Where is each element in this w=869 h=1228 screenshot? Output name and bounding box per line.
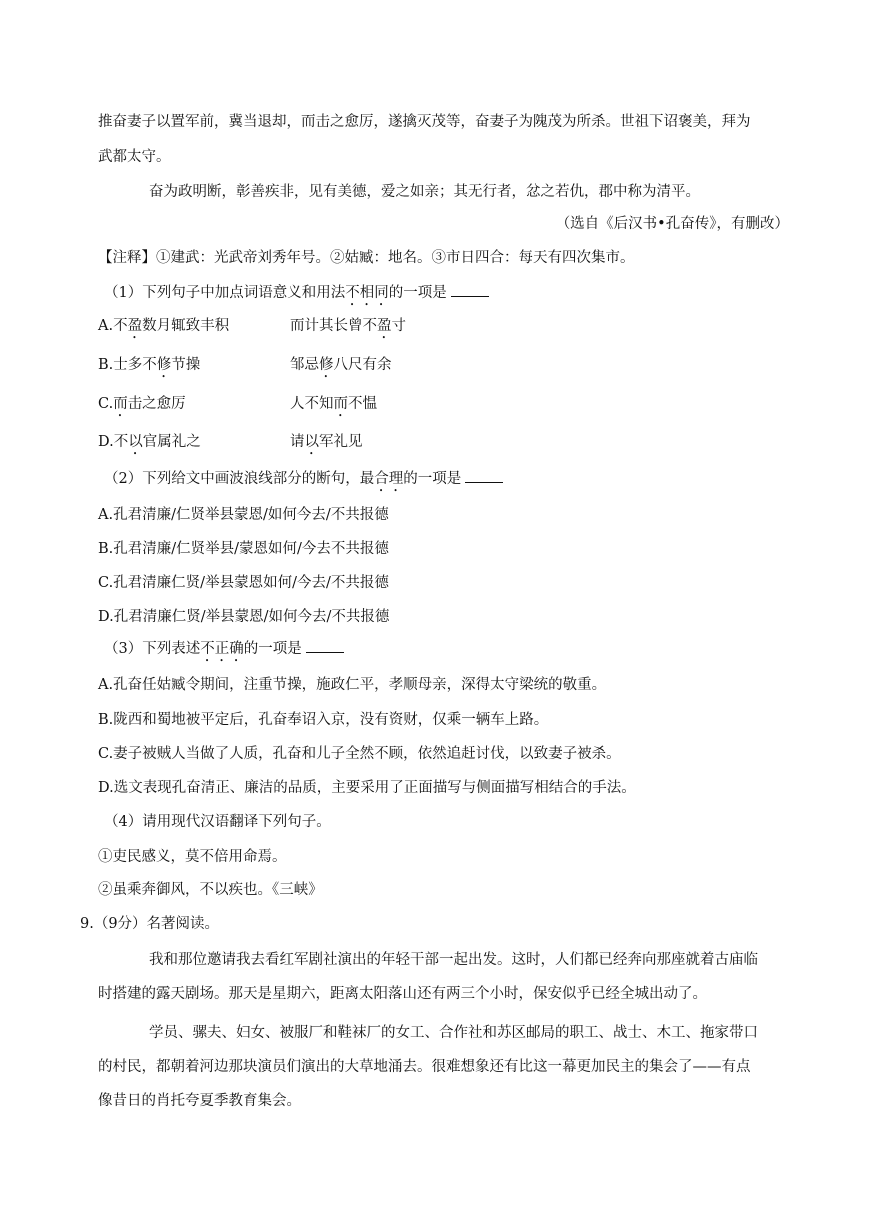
option-text: 不愠 xyxy=(348,396,377,412)
q2-option: B.孔君清廉/仁贤举县/蒙恩如何/今去不共报德 xyxy=(98,541,389,557)
annotation-notes: 【注释】①建武：光武帝刘秀年号。②姑臧：地名。③市日四合：每天有四次集市。 xyxy=(98,250,635,266)
q1-option xyxy=(98,316,598,342)
option-pair xyxy=(290,394,377,420)
q3-option: D.选文表现孔奋清正、廉洁的品质，主要采用了正面描写与侧面描写相结合的手法。 xyxy=(98,780,636,796)
passage-line: 武都太守。 xyxy=(98,149,171,165)
option-text: 击之愈厉 xyxy=(127,396,186,412)
option-text: B.士多不 xyxy=(98,357,157,373)
option-text: A.不 xyxy=(98,318,128,334)
option-text: 军礼见 xyxy=(319,434,363,450)
option-text: 人不知 xyxy=(290,396,334,412)
q2-option: D.孔君清廉仁贤/举县蒙恩/如何今去/不共报德 xyxy=(98,609,390,625)
q4-item: ②虽乘奔御风，不以疾也。《三峡》 xyxy=(98,882,323,898)
passage-source: （选自《后汉书•孔奋传》，有删改） xyxy=(555,216,789,232)
option-text: 而计其长曾不 xyxy=(290,318,377,334)
option-text: 八尺有余 xyxy=(333,357,392,373)
q9-header: 9.（9分）名著阅读。 xyxy=(80,916,220,932)
q1-option xyxy=(98,432,598,458)
q2-option: A.孔君清廉/仁贤举县蒙恩/如何今去/不共报德 xyxy=(98,507,389,523)
q3-option: B.陇西和蜀地被平定后，孔奋奉诏入京，没有资财，仅乘一辆车上路。 xyxy=(98,712,549,728)
q1-option xyxy=(98,394,598,420)
q3-stem-text: 的一项是 xyxy=(243,641,302,657)
answer-blank[interactable] xyxy=(306,638,344,653)
q4-item: ①吏民感义，莫不倍用命焉。 xyxy=(98,849,287,865)
q3-option: A.孔奋任姑臧令期间，注重节操，施政仁平，孝顺母亲，深得太守梁统的敬重。 xyxy=(98,677,607,693)
q1-option xyxy=(98,355,598,381)
q9-paragraph: 的村民，都朝着河边那块演员们演出的大草地涌去。很难想象还有比这一幕更加民主的集会了——有点 xyxy=(98,1059,751,1075)
passage-line: 奋为政明断，彰善疾非，见有美德，爱之如亲；其无行者，忿之若仇，郡中称为清平。 xyxy=(149,184,700,200)
option-emphasis: 而 xyxy=(333,396,348,412)
q9-paragraph: 时搭建的露天剧场。那天是星期六，距离太阳落山还有两三个小时，保安似乎已经全城出动了。 xyxy=(98,986,707,1002)
q2-stem-emphasis: 合理 xyxy=(374,471,404,487)
q2-stem-text: 的一项是 xyxy=(403,471,462,487)
q9-paragraph: 学员、骡夫、妇女、被服厂和鞋袜厂的女工、合作社和苏区邮局的职工、战士、木工、拖家带口 xyxy=(149,1025,758,1041)
q1-stem-text: 的一项是 xyxy=(388,285,447,301)
option-text: C. xyxy=(98,396,114,412)
option-emphasis: 修 xyxy=(156,357,172,373)
q2-stem-text: （2）下列给文中画波浪线部分的断句，最 xyxy=(104,471,375,487)
option-text: 邹忌 xyxy=(290,357,319,373)
q4-stem: （4）请用现代汉语翻译下列句子。 xyxy=(104,814,331,830)
option-emphasis: 盈 xyxy=(377,318,392,334)
option-text: 寸 xyxy=(391,318,406,334)
q1-stem-text: （1）下列句子中加点词语意义和用法 xyxy=(104,285,346,301)
q3-stem-emphasis: 不正确 xyxy=(200,641,244,657)
q1-stem xyxy=(104,282,489,309)
option-pair xyxy=(290,355,392,381)
q1-stem-emphasis: 不相同 xyxy=(345,285,389,301)
option-pair xyxy=(290,316,406,342)
q3-stem xyxy=(104,638,344,665)
q9-paragraph: 像昔日的肖托夸夏季教育集会。 xyxy=(98,1093,301,1109)
q9-paragraph: 我和那位邀请我去看红军剧社演出的年轻干部一起出发。这时，人们都已经奔向那座就着古庙临 xyxy=(149,952,758,968)
q3-option: C.妻子被贼人当做了人质，孔奋和儿子全然不顾，依然追赶讨伐，以致妻子被杀。 xyxy=(98,746,621,762)
option-text: 官属礼之 xyxy=(142,434,201,450)
answer-blank[interactable] xyxy=(451,282,489,297)
option-text: 请 xyxy=(290,434,305,450)
option-text: 数月辄致丰积 xyxy=(142,318,230,334)
option-text: D.不 xyxy=(98,434,129,450)
answer-blank[interactable] xyxy=(465,468,503,483)
passage-line: 推奋妻子以置军前，冀当退却，而击之愈厉，遂擒灭茂等，奋妻子为隗茂为所杀。世祖下诏褒美，拜为 xyxy=(98,114,751,130)
option-text: 节操 xyxy=(171,357,201,373)
q3-stem-text: （3）下列表述 xyxy=(104,641,201,657)
option-emphasis: 盈 xyxy=(127,318,143,334)
option-emphasis: 以 xyxy=(304,434,319,450)
option-emphasis: 修 xyxy=(319,357,334,373)
q2-stem xyxy=(104,468,503,495)
option-emphasis: 以 xyxy=(128,434,143,450)
q2-option: C.孔君清廉仁贤/举县蒙恩如何/今去/不共报德 xyxy=(98,575,389,591)
option-emphasis: 而 xyxy=(113,396,128,412)
option-pair xyxy=(290,432,363,458)
